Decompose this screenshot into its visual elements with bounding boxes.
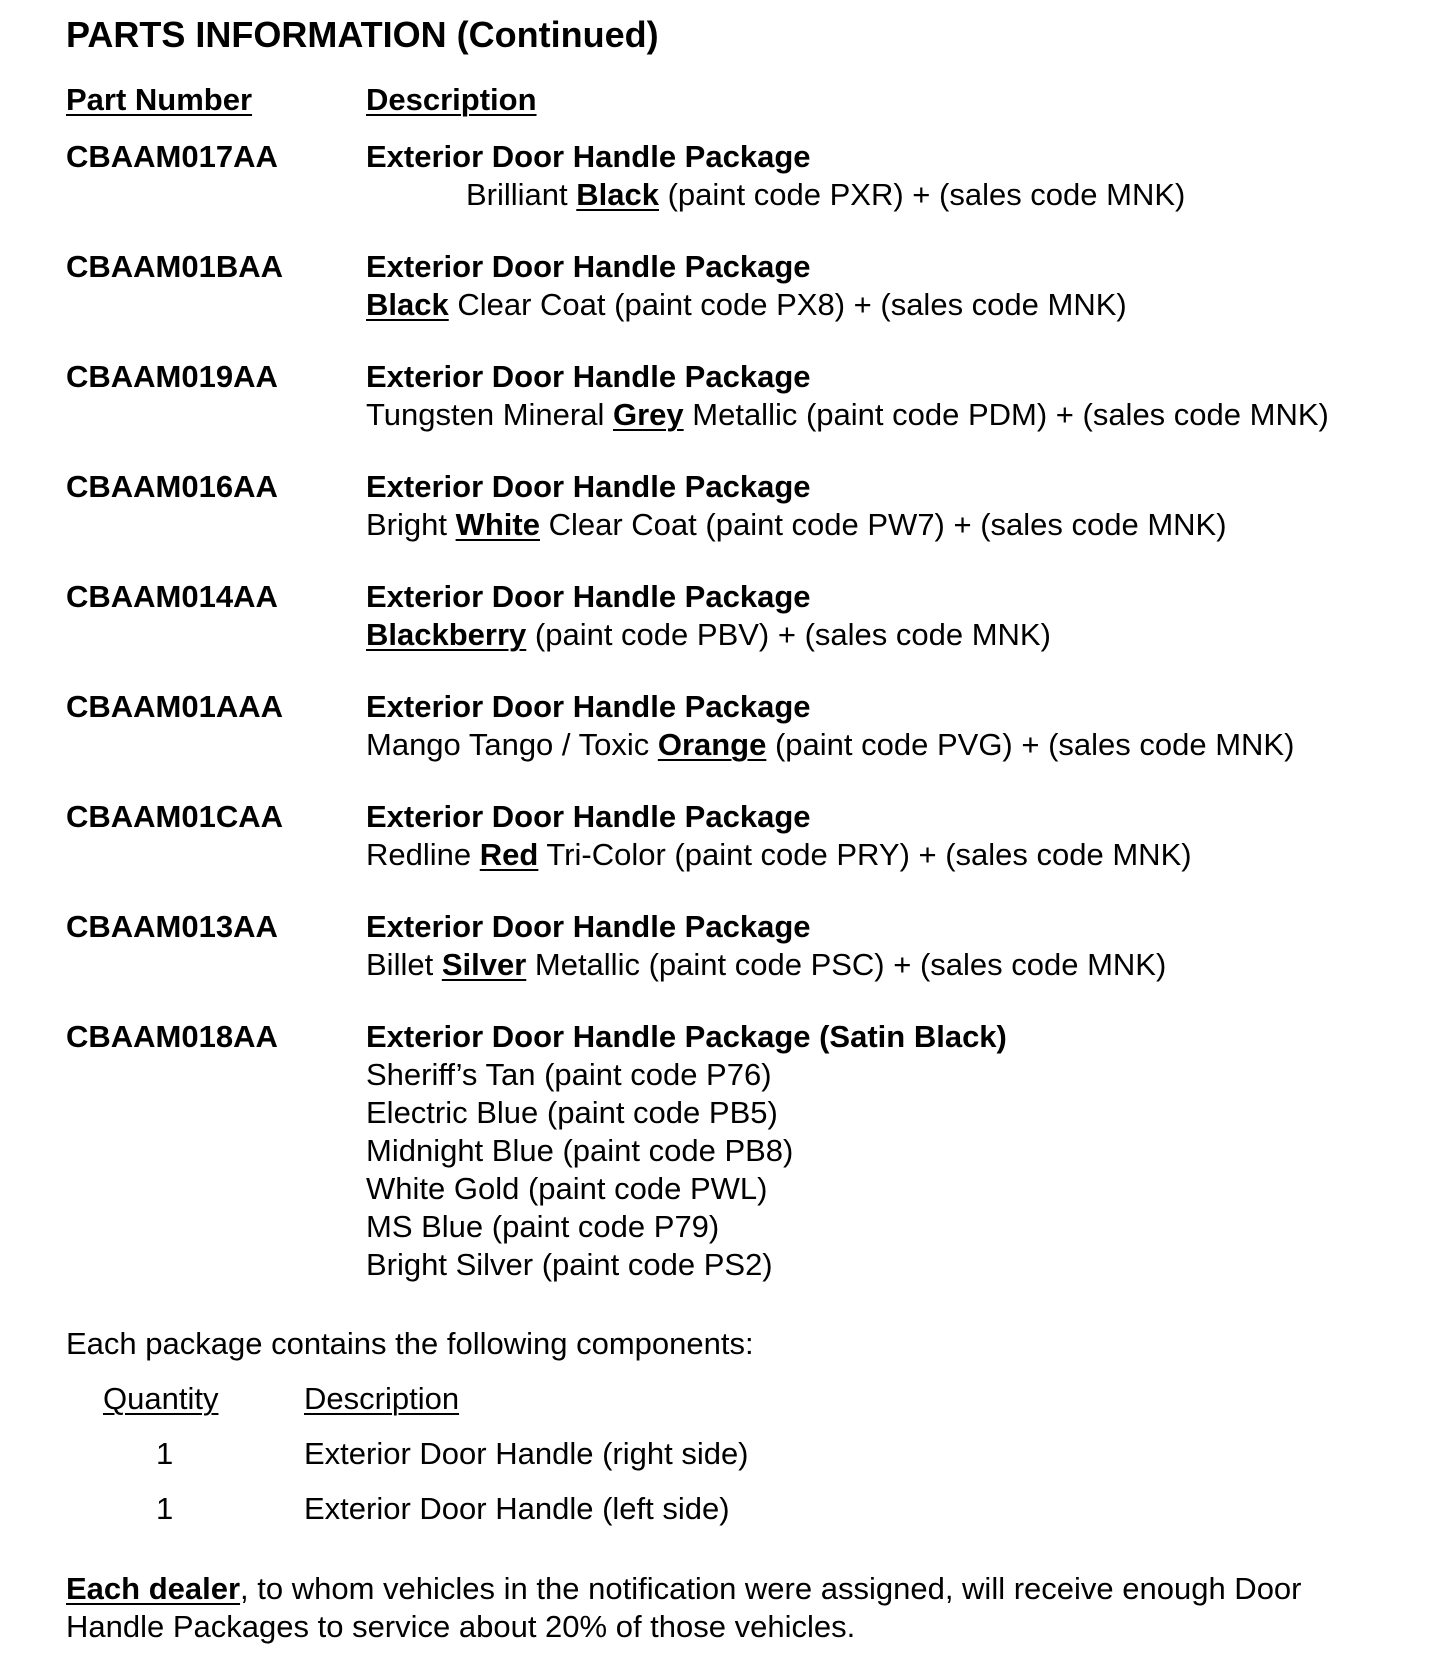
component-quantity: 1 <box>156 1436 174 1471</box>
package-name: Exterior Door Handle Package <box>366 139 811 174</box>
part-entry <box>0 688 1440 798</box>
color-option: Electric Blue (paint code PB5) <box>366 1095 778 1130</box>
color-option: White Gold (paint code PWL) <box>366 1171 768 1206</box>
part-description <box>366 798 1192 874</box>
part-number: CBAAM018AA <box>66 1019 278 1054</box>
description-header: Description <box>366 82 537 117</box>
detail-before: Tungsten Mineral <box>366 397 613 432</box>
detail-after: Clear Coat (paint code PW7) + (sales code MNK) <box>539 507 1227 542</box>
detail-before: Redline <box>366 837 480 872</box>
part-description <box>366 138 1185 214</box>
part-entry <box>0 358 1440 468</box>
detail-after: (paint code PVG) + (sales code MNK) <box>766 727 1295 762</box>
part-description <box>366 578 1051 654</box>
detail-after: Tri-Color (paint code PRY) + (sales code MNK) <box>538 837 1192 872</box>
package-detail <box>366 506 1227 544</box>
part-entry <box>0 248 1440 358</box>
package-name: Exterior Door Handle Package (Satin Black) <box>366 1019 1007 1054</box>
detail-before: Billet <box>366 947 442 982</box>
parts-list <box>0 138 1440 1282</box>
part-number: CBAAM01AAA <box>66 689 284 724</box>
quantity-header: Quantity <box>103 1381 219 1416</box>
detail-before: Bright <box>366 507 456 542</box>
package-name: Exterior Door Handle Package <box>366 579 811 614</box>
color-keyword: Grey <box>612 397 684 432</box>
part-description <box>366 1018 1007 1284</box>
color-option: Sheriff’s Tan (paint code P76) <box>366 1057 772 1092</box>
part-description <box>366 688 1294 764</box>
detail-after: (paint code PXR) + (sales code MNK) <box>659 177 1186 212</box>
detail-before: Brilliant <box>466 177 577 212</box>
color-keyword: Red <box>479 837 539 872</box>
package-name: Exterior Door Handle Package <box>366 249 811 284</box>
detail-after: Metallic (paint code PDM) + (sales code MNK) <box>683 397 1329 432</box>
detail-before: Mango Tango / Toxic <box>366 727 658 762</box>
color-keyword: Black <box>366 287 449 322</box>
part-entry <box>0 468 1440 578</box>
component-description-header: Description <box>304 1381 460 1416</box>
part-description <box>366 908 1166 984</box>
color-keyword: Silver <box>441 947 527 982</box>
detail-after: Metallic (paint code PSC) + (sales code MNK) <box>526 947 1167 982</box>
package-name: Exterior Door Handle Package <box>366 689 811 724</box>
part-number: CBAAM013AA <box>66 909 278 944</box>
part-number: CBAAM016AA <box>66 469 278 504</box>
package-name: Exterior Door Handle Package <box>366 469 811 504</box>
part-entry <box>0 798 1440 908</box>
detail-after: Clear Coat (paint code PX8) + (sales code MNK) <box>448 287 1127 322</box>
color-option: Midnight Blue (paint code PB8) <box>366 1133 794 1168</box>
dealer-note-lead: Each dealer <box>66 1571 241 1606</box>
package-detail <box>366 726 1294 764</box>
color-option: Bright Silver (paint code PS2) <box>366 1247 773 1282</box>
package-name: Exterior Door Handle Package <box>366 909 811 944</box>
package-name: Exterior Door Handle Package <box>366 359 811 394</box>
color-keyword: Black <box>576 177 659 212</box>
package-detail <box>366 616 1051 654</box>
package-name: Exterior Door Handle Package <box>366 799 811 834</box>
detail-after: (paint code PBV) + (sales code MNK) <box>526 617 1051 652</box>
contents-intro: Each package contains the following components: <box>66 1326 754 1361</box>
part-description <box>366 358 1329 434</box>
package-detail <box>366 946 1166 984</box>
package-detail <box>366 286 1127 324</box>
part-number: CBAAM01CAA <box>66 799 284 834</box>
part-entry <box>0 138 1440 248</box>
color-option: MS Blue (paint code P79) <box>366 1209 720 1244</box>
part-number: CBAAM014AA <box>66 579 278 614</box>
part-number: CBAAM017AA <box>66 139 278 174</box>
part-entry <box>0 578 1440 688</box>
color-keyword: Blackberry <box>366 617 527 652</box>
page-title: PARTS INFORMATION (Continued) <box>66 14 659 55</box>
dealer-note <box>66 1570 1406 1646</box>
component-description: Exterior Door Handle (left side) <box>304 1491 730 1526</box>
part-entry <box>0 908 1440 1018</box>
part-number: CBAAM01BAA <box>66 249 284 284</box>
color-keyword: White <box>455 507 540 542</box>
part-description <box>366 468 1227 544</box>
part-number-header: Part Number <box>66 82 253 117</box>
component-quantity: 1 <box>156 1491 174 1526</box>
component-description: Exterior Door Handle (right side) <box>304 1436 749 1471</box>
package-detail <box>366 836 1192 874</box>
part-description <box>366 248 1127 324</box>
dealer-note-text: , to whom vehicles in the notification were assigned, will receive enough Door Handle Packages to service about 20% of those vehicles. <box>66 1571 1302 1644</box>
package-detail <box>366 176 1185 214</box>
color-keyword: Orange <box>657 727 767 762</box>
part-number: CBAAM019AA <box>66 359 278 394</box>
package-detail <box>366 396 1329 434</box>
